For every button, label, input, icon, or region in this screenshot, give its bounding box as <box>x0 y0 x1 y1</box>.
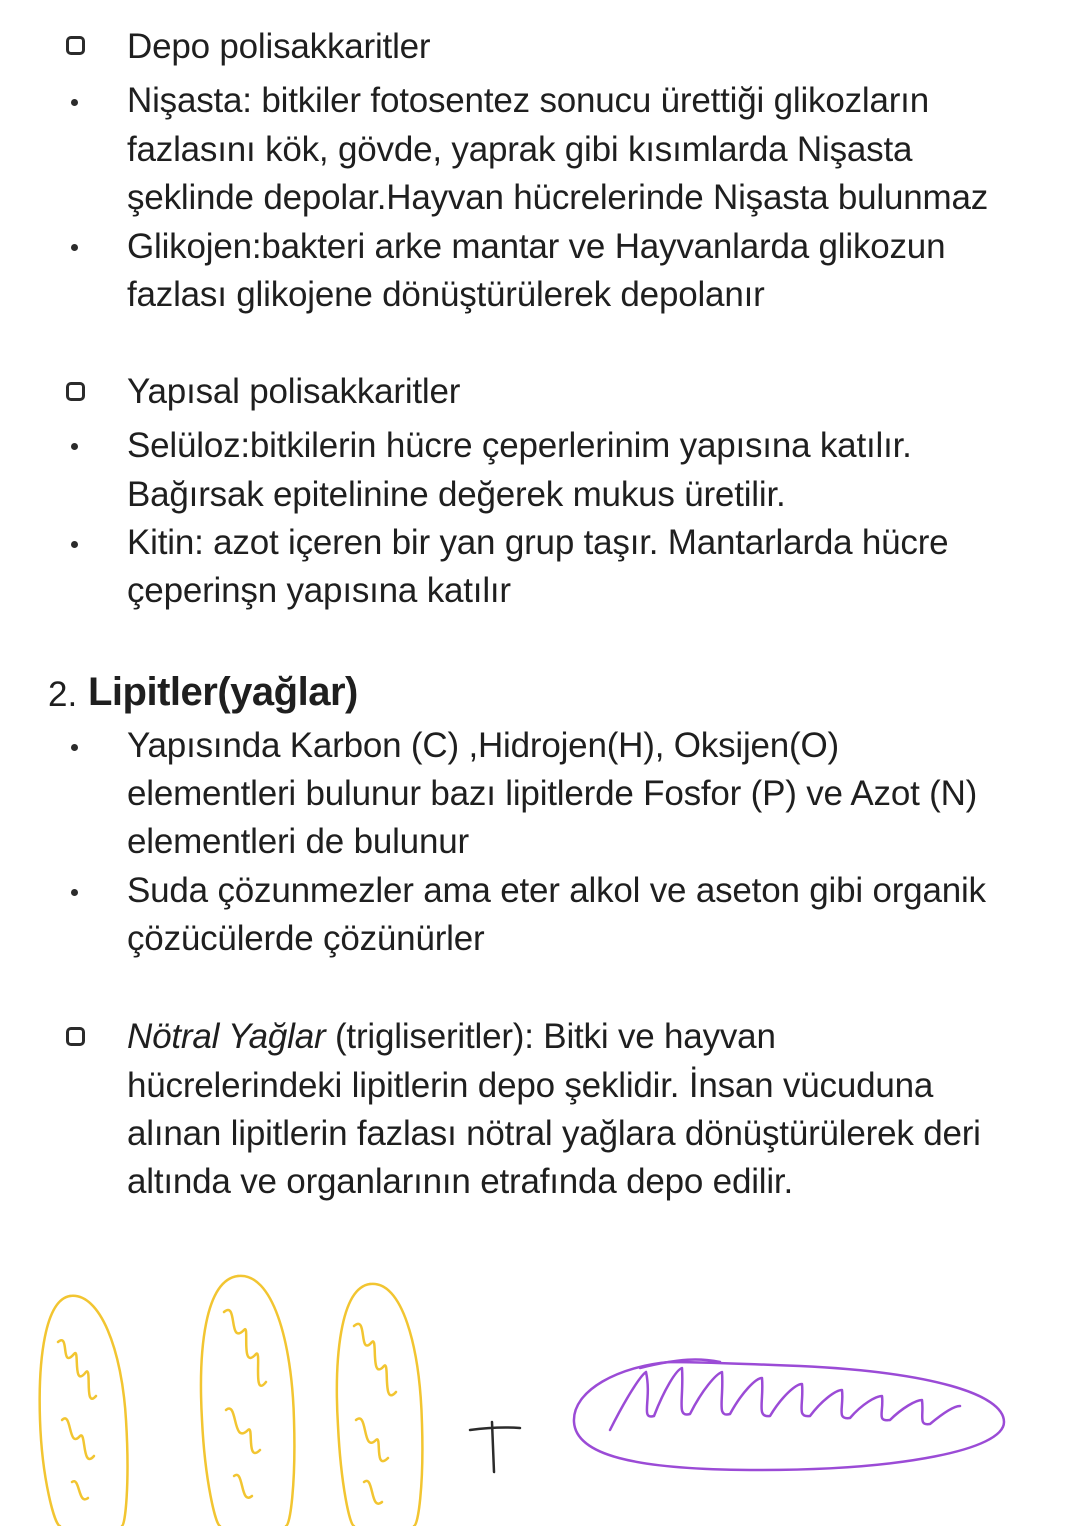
term-notral-yaglar: Nötral Yağlar <box>127 1017 326 1056</box>
section-title-lipitler: Lipitler(yağlar) <box>88 670 358 714</box>
text-lipit-yapi-2: elementleri bulunur bazı lipitlerde Fosfor (P) ve Azot (N) <box>127 774 978 813</box>
text-nisasta-1: Nişasta: bitkiler fotosentez sonucu ürettiği glikozların <box>127 81 929 120</box>
fatty-acid-doodle-1 <box>40 1296 128 1526</box>
text-lipit-yapi-1: Yapısında Karbon (C) ,Hidrojen(H), Oksijen(O) <box>127 726 839 765</box>
text-lipit-cozunme-1: Suda çözunmezler ama eter alkol ve aseton gibi organik <box>127 871 986 910</box>
checkbox-notral-yaglar[interactable] <box>66 1027 85 1046</box>
text-seluloz-1: Selüloz:bitkilerin hücre çeperlerinim yapısına katılır. <box>127 426 912 465</box>
bullet-seluloz <box>71 443 78 450</box>
text-nisasta-3: şeklinde depolar.Hayvan hücrelerinde Nişasta bulunmaz <box>127 178 989 217</box>
text-notral-2: hücrelerindeki lipitlerin depo şeklidir. İnsan vücuduna <box>127 1066 934 1105</box>
text-glikojen-2: fazlası glikojene dönüştürülerek depolanır <box>127 275 765 314</box>
checkbox-depo[interactable] <box>66 36 85 55</box>
glycerol-doodle <box>574 1360 1004 1470</box>
text-nisasta-2: fazlasını kök, gövde, yaprak gibi kısımlarda Nişasta <box>127 130 913 169</box>
bullet-lipit-cozunme <box>71 889 78 896</box>
section-number: 2. <box>48 675 78 714</box>
text-seluloz-2: Bağırsak epitelinine değerek mukus üretilir. <box>127 475 786 514</box>
heading-yapisal-polisakkaritler: Yapısal polisakkaritler <box>127 372 461 411</box>
fatty-acid-doodle-2 <box>201 1276 294 1526</box>
bullet-lipit-yapi <box>71 744 78 751</box>
text-notral-3: alınan lipitlerin fazlası nötral yağlara dönüştürülerek deri <box>127 1114 981 1153</box>
text-lipit-yapi-3: elementleri de bulunur <box>127 822 469 861</box>
text-lipit-cozunme-2: çözücülerde çözünürler <box>127 919 485 958</box>
bullet-glikojen <box>71 244 78 251</box>
fatty-acid-doodle-3 <box>337 1284 423 1526</box>
text-glikojen-1: Glikojen:bakteri arke mantar ve Hayvanlarda glikozun <box>127 227 946 266</box>
text-kitin-1: Kitin: azot içeren bir yan grup taşır. Mantarlarda hücre <box>127 523 949 562</box>
checkbox-yapisal[interactable] <box>66 382 85 401</box>
handdrawn-triglyceride-sketch <box>0 1250 1080 1526</box>
heading-depo-polisakkaritler: Depo polisakkaritler <box>127 27 431 66</box>
bullet-nisasta <box>71 99 78 106</box>
text-kitin-2: çeperinşn yapısına katılır <box>127 571 511 610</box>
text-notral-1-rest: (trigliseritler): Bitki ve hayvan <box>325 1017 776 1056</box>
bullet-kitin <box>71 541 78 548</box>
plus-sign-doodle <box>470 1422 520 1472</box>
text-notral-4: altında ve organlarının etrafında depo edilir. <box>127 1162 793 1201</box>
text-notral-1 <box>127 1012 776 1061</box>
